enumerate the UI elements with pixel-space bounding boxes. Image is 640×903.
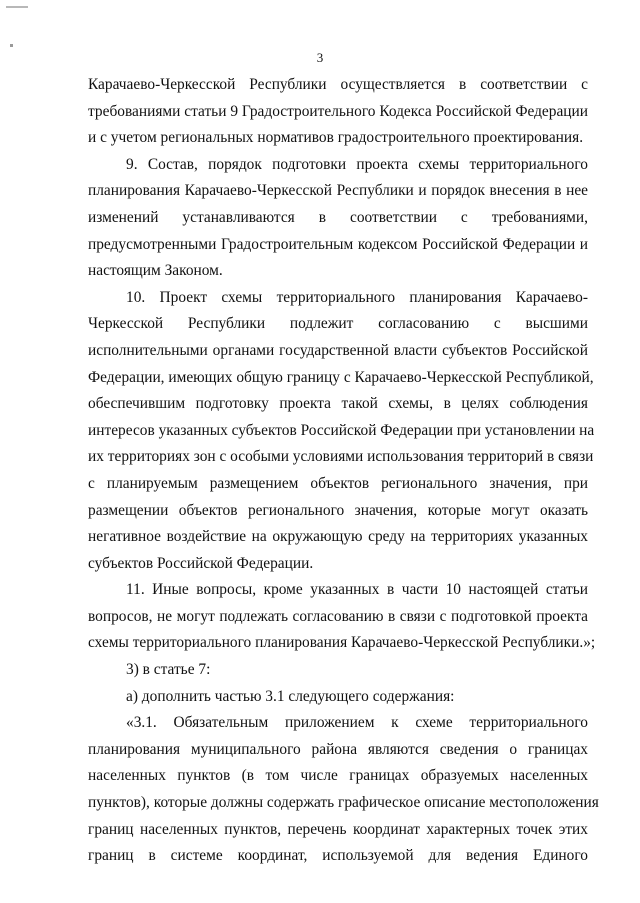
- text-line: Черкесской Республики подлежит согласованию с высшими: [88, 315, 588, 333]
- scan-artifact: [6, 6, 28, 8]
- paragraph: [88, 657, 588, 684]
- text-line: исполнительными органами государственной власти субъектов Российской: [88, 341, 588, 359]
- paragraph: [88, 152, 588, 285]
- text-line: требованиями статьи 9 Градостроительного Кодекса Российской Федерации: [88, 102, 588, 120]
- text-line: пунктов), которые должны содержать графическое описание местоположения: [88, 794, 599, 812]
- text-line: предусмотренными Градостроительным кодексом Российской Федерации и: [88, 235, 588, 253]
- text-line: 3) в статье 7:: [126, 661, 211, 679]
- paragraph: [88, 72, 588, 152]
- page-number: 3: [316, 50, 324, 65]
- text-line: настоящим Законом.: [88, 262, 223, 280]
- text-line: с планируемым размещением объектов регионального значения, при: [88, 474, 588, 492]
- text-line: размещении объектов регионального значения, которые могут оказать: [88, 501, 588, 519]
- text-line: и с учетом региональных нормативов градостроительного проектирования.: [88, 129, 584, 147]
- text-line: границ в системе координат, используемой для ведения Единого: [88, 847, 588, 865]
- text-line: вопросов, не могут подлежать согласованию в связи с подготовкой проекта: [88, 607, 588, 625]
- text-line: Федерации, имеющих общую границу с Карачаево-Черкесской Республикой,: [88, 368, 594, 386]
- text-line: изменений устанавливаются в соответствии с требованиями,: [88, 208, 588, 226]
- text-line: населенных пунктов (в том числе границах образуемых населенных: [88, 767, 588, 785]
- text-line: негативное воздействие на окружающую среду на территориях указанных: [88, 528, 588, 546]
- paragraph: [88, 684, 588, 711]
- scan-artifact: [10, 44, 13, 47]
- paragraph: [88, 285, 595, 578]
- text-line: субъектов Российской Федерации.: [88, 554, 314, 572]
- text-line: «3.1. Обязательным приложением к схеме территориального: [126, 714, 588, 732]
- text-line: а) дополнить частью 3.1 следующего содержания:: [126, 687, 455, 705]
- text-line: планирования Карачаево-Черкесской Республики и порядок внесения в нее: [88, 182, 588, 200]
- text-line: планирования муниципального района являются сведения о границах: [88, 740, 588, 758]
- text-line: обеспечившим подготовку проекта такой схемы, в целях соблюдения: [88, 395, 588, 413]
- text-line: 11. Иные вопросы, кроме указанных в части 10 настоящей статьи: [126, 581, 588, 599]
- text-line: границ населенных пунктов, перечень координат характерных точек этих: [88, 820, 588, 838]
- text-line: 9. Состав, порядок подготовки проекта схемы территориального: [126, 155, 588, 173]
- text-line: 10. Проект схемы территориального планирования Карачаево-: [126, 288, 588, 306]
- text-line: их территориях зон с особыми условиями использования территорий в связи: [88, 448, 594, 466]
- document-body: [88, 72, 599, 870]
- text-line: схемы территориального планирования Карачаево-Черкесской Республики.»;: [88, 634, 596, 652]
- paragraph: [88, 710, 599, 870]
- text-line: Карачаево-Черкесской Республики осуществляется в соответствии с: [88, 76, 588, 93]
- paragraph: [88, 577, 596, 657]
- text-line: интересов указанных субъектов Российской Федерации при установлении на: [88, 421, 595, 439]
